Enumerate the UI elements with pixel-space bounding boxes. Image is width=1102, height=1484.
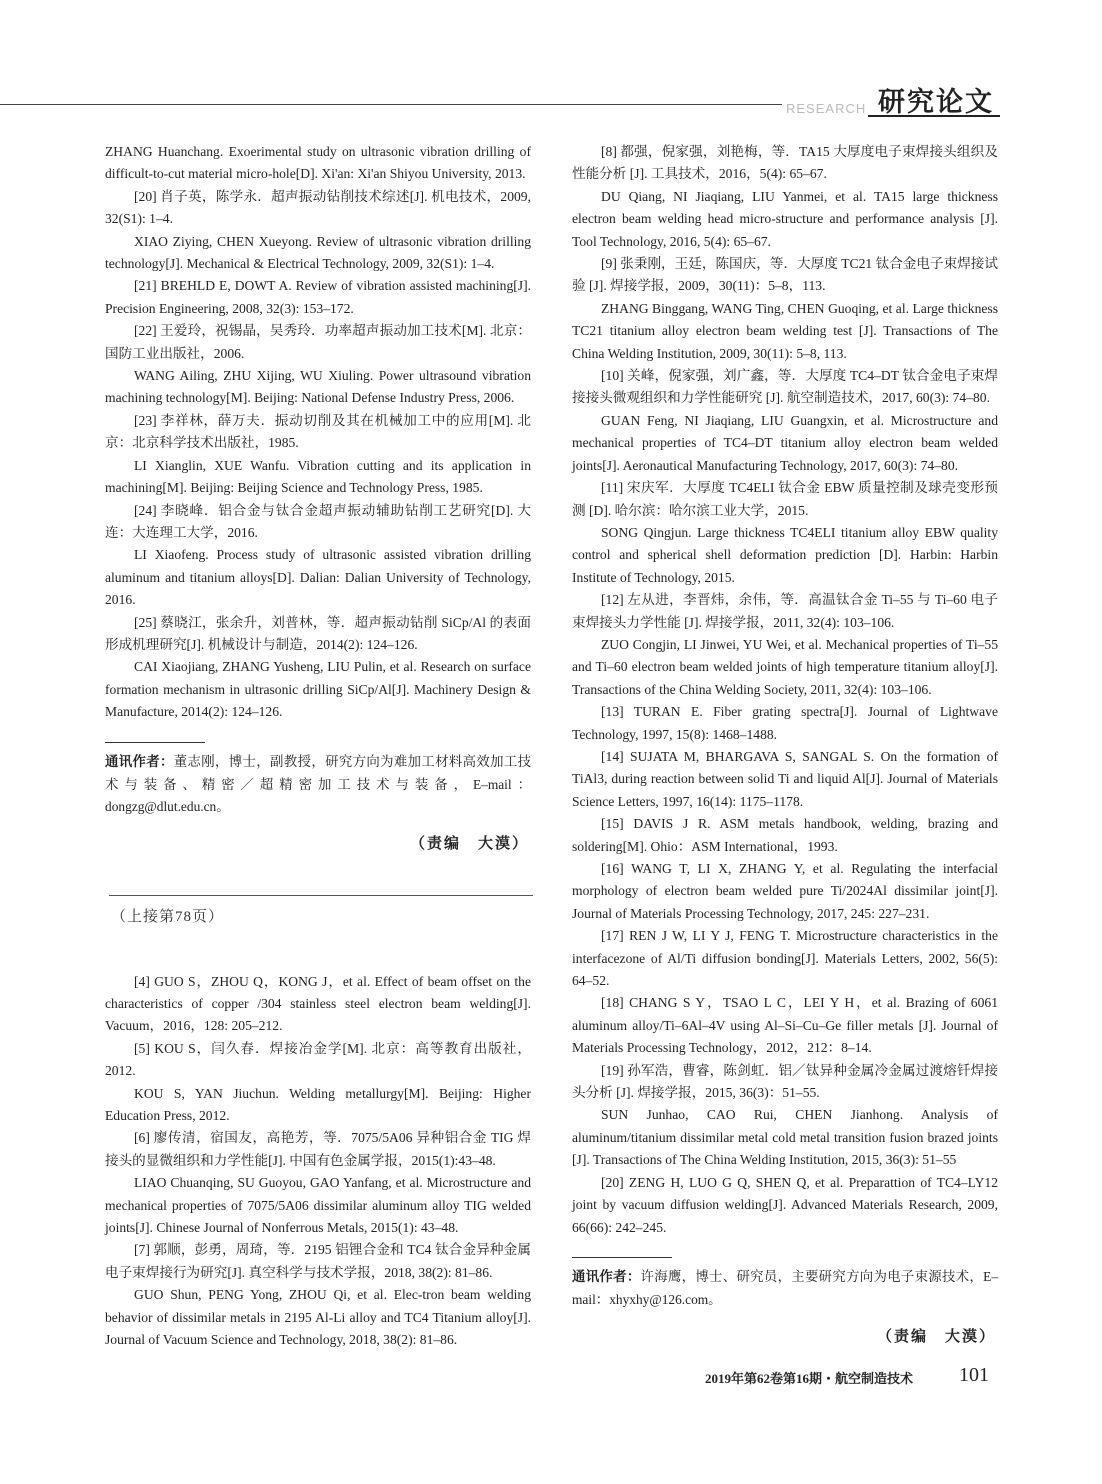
reference-entry: [20] 肖子英，陈学永．超声振动钻削技术综述[J]. 机电技术，2009, 32(S1): 1–4.: [105, 188, 531, 227]
reference-entry: [24] 李晓峰．铝合金与钛合金超声振动辅助钻削工艺研究[D]. 大连：大连理工大学，2016.: [105, 502, 531, 540]
reference-entry: [23] 李祥林，薛万夫．振动切削及其在机械加工中的应用[M]. 北京：北京科学技术出版社，1985.: [105, 412, 531, 451]
reference-entry: [21] BREHLD E, DOWT A. Review of vibration assisted machining[J]. Precision Engineering, 2008, 32(3): 153–172.: [105, 278, 531, 316]
reference-entry: [11] 宋庆军．大厚度 TC4ELI 钛合金 EBW 质量控制及球壳变形预测 [D]. 哈尔滨：哈尔滨工业大学，2015.: [572, 480, 998, 518]
reference-entry: [14] SUJATA M, BHARGAVA S, SANGAL S. On the formation of TiAl3, during reaction between solid Ti and liquid Al[J]. Journal of Materials Science Letters, 1997, 16(14): 1175–1178.: [572, 748, 998, 809]
page-number: 101: [959, 1364, 989, 1386]
reference-entry: [4] GUO S，ZHOU Q，KONG J，et al. Effect of beam offset on the characteristics of copper /304 stainless steel electron beam welding[J]. Vacuum，2016，128: 205–212.: [105, 973, 531, 1034]
reference-entry: KOU S, YAN Jiuchun. Welding metallurgy[M]. Beijing: Higher Education Press, 2012.: [105, 1085, 531, 1124]
reference-entry: XIAO Ziying, CHEN Xueyong. Review of ultrasonic vibration drilling technology[J]. Mechanical & Electrical Technology, 2009, 32(S1): 1–4.: [105, 233, 531, 272]
reference-entry: [5] KOU S，闫久春．焊接冶金学[M]. 北京：高等教育出版社，2012.: [105, 1040, 531, 1079]
reference-entry: ZHANG Huanchang. Exoerimental study on ultrasonic vibration drilling of difficult-to-cut material micro-hole[D]. Xi'an: Xi'an Shiyou University, 2013.: [105, 144, 531, 182]
left-column: [105, 141, 531, 1352]
reference-entry: [19] 孙军浩，曹睿，陈剑虹．铝／钛异种金属冷金属过渡熔钎焊接头分析 [J]. 焊接学报，2015, 36(3)：51–55.: [572, 1062, 998, 1101]
reference-entry: [15] DAVIS J R. ASM metals handbook, welding, brazing and soldering[M]. Ohio：ASM International，1993.: [572, 816, 998, 854]
reference-entry: [18] CHANG S Y，TSAO L C，LEI Y H，et al. Brazing of 6061 aluminum alloy/Ti–6Al–4V using Al–Si–Cu–Ge filler metals [J]. Journal of Materials Processing Technology，2012，212：8–14.: [572, 995, 998, 1056]
reference-entry: [16] WANG T, LI X, ZHANG Y, et al. Regulating the interfacial morphology of electron beam welded pure Ti/2024Al dissimilar joint[J]. Journal of Materials Processing Technology, 2017, 245: 227–231.: [572, 861, 998, 921]
reference-entry: [22] 王爱玲，祝锡晶，吴秀玲．功率超声振动加工技术[M]. 北京：国防工业出版社，2006.: [105, 323, 531, 361]
reference-entry: CAI Xiaojiang, ZHANG Yusheng, LIU Pulin, et al. Research on surface formation mechanism in ultrasonic drilling SiCp/Al[J]. Machinery Design & Manufacture, 2014(2): 124–126.: [105, 659, 531, 720]
author-label: 通讯作者：: [105, 754, 174, 770]
author-separator: [572, 1257, 672, 1258]
corresponding-author: [105, 751, 531, 819]
reference-entry: [10] 关峰，倪家强，刘广鑫，等．大厚度 TC4–DT 钛合金电子束焊接接头微观组织和力学性能研究 [J]. 航空制造技术，2017, 60(3): 74–80.: [572, 368, 998, 406]
reference-entry: [8] 都强，倪家强，刘艳梅，等．TA15 大厚度电子束焊接头组织及性能分析 [J]. 工具技术，2016，5(4): 65–67.: [572, 144, 998, 182]
continued-from-note: （上接第78页）: [111, 909, 225, 926]
reference-entry: [7] 郭顺，彭勇，周琦，等．2195 铝锂合金和 TC4 钛合金异种金属电子束焊接行为研究[J]. 真空科学与技术学报，2018, 38(2): 81–86.: [105, 1242, 531, 1280]
reference-entry: SONG Qingjun. Large thickness TC4ELI titanium alloy EBW quality control and spherical shell deformation prediction [D]. Harbin: Harbin Institute of Technology, 2015.: [572, 524, 998, 585]
reference-entry: [17] REN J W, LI Y J, FENG T. Microstructure characteristics in the interfacezone of Al/Ti diffusion bonding[J]. Materials Letters, 2002, 56(5): 64–52.: [572, 928, 998, 989]
reference-entry: ZUO Congjin, LI Jinwei, YU Wei, et al. Mechanical properties of Ti–55 and Ti–60 electron beam welded joints of high temperature titanium alloy[J]. Transactions of the China Welding Society, 2011, 32(4): 103–106.: [572, 636, 998, 697]
reference-entry: LIAO Chuanqing, SU Guoyou, GAO Yanfang, et al. Microstructure and mechanical properties of 7075/5A06 dissimilar aluminum alloy TIG welded joints[J]. Chinese Journal of Nonferrous Metals, 2015(1): 43–48.: [105, 1175, 531, 1236]
journal-issue: 2019年第62卷第16期・航空制造技术: [705, 1371, 914, 1386]
reference-entry: SUN Junhao, CAO Rui, CHEN Jianhong. Analysis of aluminum/titanium dissimilar metal cold metal transition fusion brazed joints [J]. Transactions of The China Welding Institution, 2015, 36(3): 51–55: [572, 1107, 998, 1168]
reference-entry: [9] 张秉刚，王廷，陈国庆，等．大厚度 TC21 钛合金电子束焊接试验 [J]. 焊接学报，2009，30(11)：5–8，113.: [572, 256, 998, 294]
editor-note: （责编 大漠）: [409, 835, 529, 852]
corresponding-author: [572, 1266, 998, 1312]
reference-entry: [25] 蔡晓江，张余升，刘普林，等．超声振动钻削 SiCp/Al 的表面形成机理研究[J]. 机械设计与制造，2014(2): 124–126.: [105, 614, 531, 652]
section-separator: [109, 895, 533, 896]
reference-entry: WANG Ailing, ZHU Xijing, WU Xiuling. Power ultrasound vibration machining technology[M]. Beijing: National Defense Industry Press, 2006.: [105, 368, 531, 406]
right-column: [572, 141, 998, 1348]
author-text: 许海鹰，博士、研究员，主要研究方向为电子束源技术，E–mail：xhyxhy@126.com。: [572, 1268, 999, 1308]
author-separator: [105, 742, 205, 743]
author-label: 通讯作者：: [572, 1269, 641, 1285]
reference-entry: ZHANG Binggang, WANG Ting, CHEN Guoqing, et al. Large thickness TC21 titanium alloy electron beam welding test [J]. Transactions of The China Welding Institution, 2009, 30(11): 5–8, 113.: [572, 300, 998, 361]
reference-entry: LI Xiaofeng. Process study of ultrasonic assisted vibration drilling aluminum and titanium alloys[D]. Dalian: Dalian University of Technology, 2016.: [105, 547, 531, 608]
reference-entry: [13] TURAN E. Fiber grating spectra[J]. Journal of Lightwave Technology, 1997, 15(8): 1468–1488.: [572, 704, 998, 742]
header-research-label: RESEARCH: [786, 101, 867, 116]
section-title: 研究论文: [878, 87, 994, 118]
author-text: 董志刚，博士，副教授，研究方向为难加工材料高效加工技术与装备、精密／超精密加工技术与装备，E–mail：dongzg@dlut.edu.cn。: [105, 753, 532, 815]
reference-entry: [20] ZENG H, LUO G Q, SHEN Q, et al. Preparattion of TC4–LY12 joint by vacuum diffusion welding[J]. Advanced Materials Research, 2009, 66(66): 242–245.: [572, 1174, 998, 1235]
header-rule: [0, 104, 782, 105]
reference-entry: GUO Shun, PENG Yong, ZHOU Qi, et al. Elec-tron beam welding behavior of dissimilar metals in 2195 Al-Li alloy and TC4 Titanium alloy[J]. Journal of Vacuum Science and Technology, 2018, 38(2): 81–86.: [105, 1287, 531, 1348]
reference-entry: DU Qiang, NI Jiaqiang, LIU Yanmei, et al. TA15 large thickness electron beam welding head micro-structure and performance analysis [J]. Tool Technology, 2016, 5(4): 65–67.: [572, 188, 998, 249]
reference-entry: GUAN Feng, NI Jiaqiang, LIU Guangxin, et al. Microstructure and mechanical properties of TC4–DT titanium alloy electron beam welded joints[J]. Aeronautical Manufacturing Technology, 2017, 60(3): 74–80.: [572, 412, 998, 473]
reference-entry: LI Xianglin, XUE Wanfu. Vibration cutting and its application in machining[M]. Beijing: Beijing Science and Technology Press, 1985.: [105, 457, 531, 496]
reference-entry: [12] 左从进，李晋炜，余伟，等．高温钛合金 Ti–55 与 Ti–60 电子束焊接头力学性能 [J]. 焊接学报，2011, 32(4): 103–106.: [572, 592, 998, 630]
editor-note: （责编 大漠）: [876, 1328, 996, 1345]
reference-entry: [6] 廖传清，宿国友，高艳芳，等．7075/5A06 异种铝合金 TIG 焊接头的显微组织和力学性能[J]. 中国有色金属学报，2015(1):43–48.: [105, 1130, 531, 1168]
